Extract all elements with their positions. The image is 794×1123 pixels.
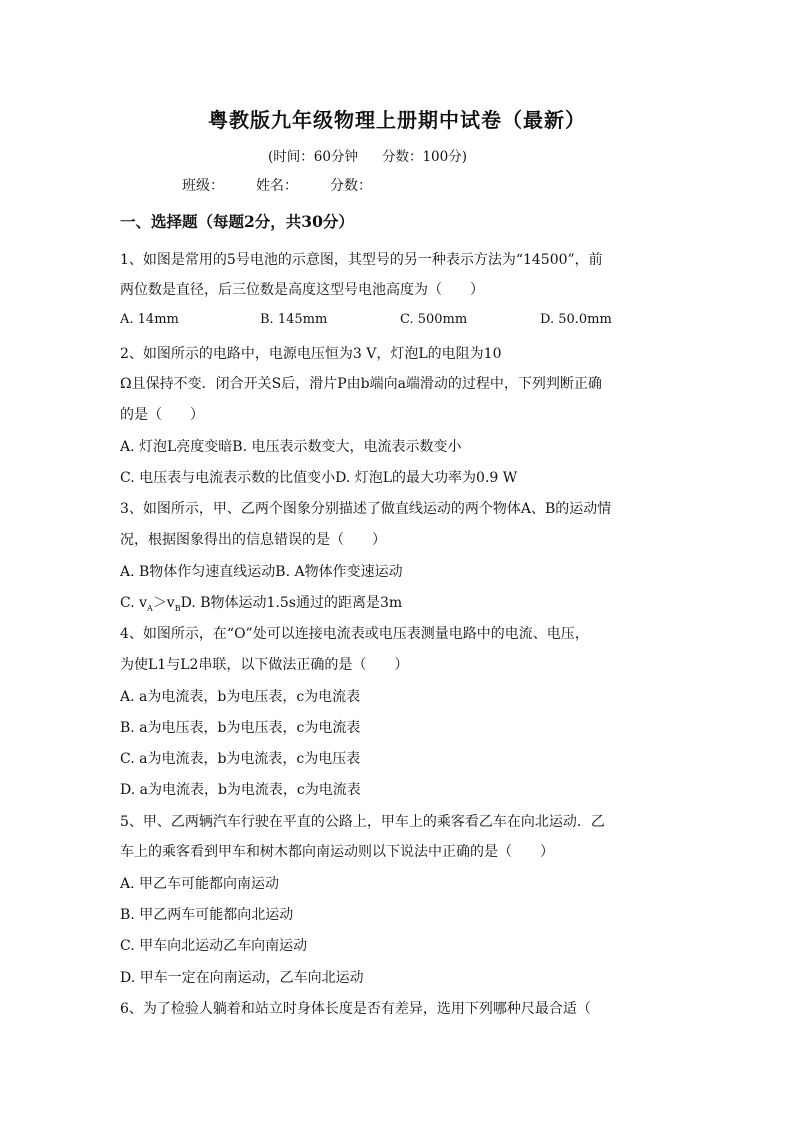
q5-line-2: 车上的乘客看到甲车和树木都向南运动则以下说法中正确的是（ ） xyxy=(120,844,554,860)
q1-line-2: 两位数是直径，后三位数是高度这型号电池高度为（ ） xyxy=(120,282,484,298)
q4-option-a: A. a为电流表，b为电压表，c为电流表 xyxy=(120,689,361,705)
q1-line-1: 1、如图是常用的5号电池的示意图，其型号的另一种表示方法为“14500”，前 xyxy=(120,252,603,268)
q2-line-2: Ω且保持不变．闭合开关S后，滑片P由b端向a端滑动的过程中，下列判断正确 xyxy=(120,376,602,392)
q4-option-d: D. a为电流表，b为电流表，c为电流表 xyxy=(120,782,361,798)
q3-line-2: 况，根据图象得出的信息错误的是（ ） xyxy=(120,532,386,548)
q4-option-b: B. a为电压表，b为电压表，c为电流表 xyxy=(120,720,361,736)
q2-options-cd: C. 电压表与电流表示数的比值变小D. 灯泡L的最大功率为0.9 W xyxy=(120,470,518,486)
student-info-line xyxy=(182,175,404,195)
q4-option-c: C. a为电流表，b为电流表，c为电压表 xyxy=(120,751,361,767)
q1-options xyxy=(120,312,680,327)
q6-line-1: 6、为了检验人躺着和站立时身体长度是否有差异，选用下列哪种尺最合适（ xyxy=(120,1001,591,1017)
q1-option-a: A. 14mm xyxy=(120,312,179,327)
q2-line-1: 2、如图所示的电路中，电源电压恒为3 V，灯泡L的电阻为10 xyxy=(120,346,502,362)
q4-line-2: 为使L1与L2串联，以下做法正确的是（ ） xyxy=(120,657,409,673)
q1-option-d: D. 50.0mm xyxy=(540,312,612,327)
section-heading: 一、选择题（每题2分，共30分） xyxy=(120,212,354,231)
exam-meta xyxy=(268,145,491,165)
q5-option-d: D. 甲车一定在向南运动，乙车向北运动 xyxy=(120,970,364,986)
q3-c-mid: ＞v xyxy=(152,595,175,611)
q3-options-ab: A. B物体作匀速直线运动B. A物体作变速运动 xyxy=(120,564,403,580)
q5-option-a: A. 甲乙车可能都向南运动 xyxy=(120,876,280,892)
q3-d-option: D. B物体运动1.5s通过的距离是3m xyxy=(180,595,403,611)
q3-c-prefix: C. v xyxy=(120,595,148,611)
exam-title: 粤教版九年级物理上册期中试卷（最新） xyxy=(208,108,586,132)
q5-line-1: 5、甲、乙两辆汽车行驶在平直的公路上，甲车上的乘客看乙车在向北运动．乙 xyxy=(120,814,605,830)
q3-c-sub-b: B xyxy=(174,603,181,613)
class-label: 班级： xyxy=(182,178,224,194)
q3-c-sub-a: A xyxy=(147,603,153,613)
q5-option-c: C. 甲车向北运动乙车向南运动 xyxy=(120,938,308,954)
q4-line-1: 4、如图所示，在“O”处可以连接电流表或电压表测量电路中的电流、电压， xyxy=(120,626,589,642)
exam-score: 分数：100分) xyxy=(381,149,467,165)
q1-option-b: B. 145mm xyxy=(260,312,328,327)
q1-option-c: C. 500mm xyxy=(400,312,468,327)
name-label: 姓名： xyxy=(256,178,298,194)
q5-option-b: B. 甲乙两车可能都向北运动 xyxy=(120,907,294,923)
q2-line-3: 的是（ ） xyxy=(120,407,204,423)
q3-options-cd xyxy=(120,592,402,613)
q2-options-ab: A. 灯泡L亮度变暗B. 电压表示数变大，电流表示数变小 xyxy=(120,439,462,455)
points-label: 分数： xyxy=(330,178,372,194)
exam-time: (时间：60分钟 xyxy=(268,149,358,165)
q3-line-1: 3、如图所示，甲、乙两个图象分别描述了做直线运动的两个物体A、B的运动情 xyxy=(120,501,612,517)
